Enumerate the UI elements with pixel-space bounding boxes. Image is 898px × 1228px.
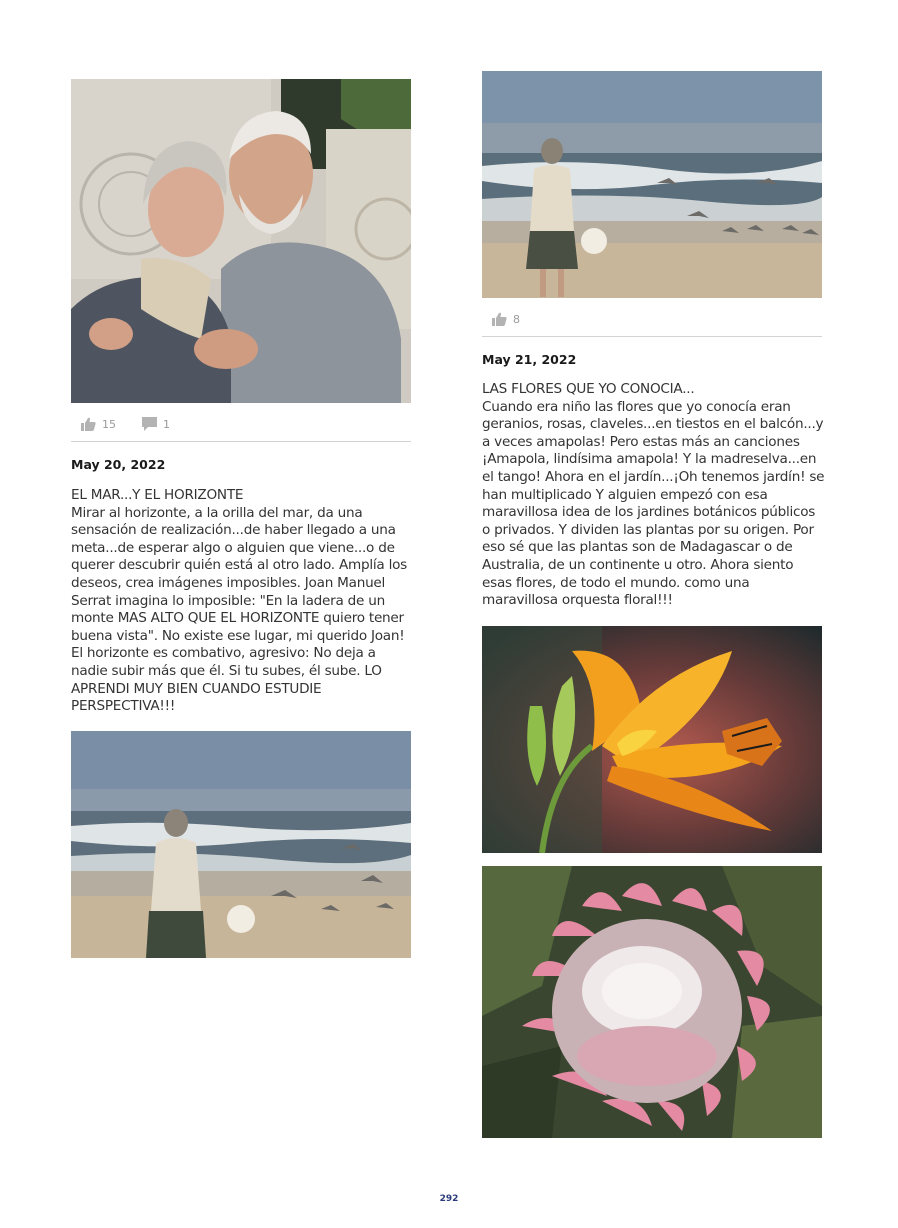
left-divider bbox=[71, 441, 411, 442]
page-number: 292 bbox=[439, 1194, 459, 1204]
thumbs-up-icon[interactable] bbox=[81, 417, 96, 431]
right-post-title: LAS FLORES QUE YO CONOCIA... bbox=[482, 381, 695, 397]
left-post-reactions bbox=[81, 417, 170, 431]
right-post-text bbox=[482, 381, 827, 610]
beach-photo-right bbox=[482, 71, 822, 298]
right-post-reactions bbox=[492, 312, 520, 326]
lily-butterfly-photo bbox=[482, 626, 822, 853]
left-post-body: Mirar al horizonte, a la orilla del mar, da una sensación de realización...de haber llegado a una meta...de esperar algo o alguien que viene...o de querer descubrir quién está al otro lado. Amplía los deseos, crea imágenes imposibles. Joan Manuel Serrat imagina lo imposible: "En la ladera de un monte MAS ALTO QUE EL HORIZONTE quiero tener buena vista". No existe ese lugar, mi querido Joan! El horizonte es combativo, agresivo: No deja a nadie subir más que él. Si tu subes, él sube. LO APRENDI MUY BIEN CUANDO ESTUDIE PERSPECTIVA!!! bbox=[71, 504, 407, 715]
comment-bubble-icon[interactable] bbox=[142, 417, 157, 431]
right-post-date: May 21, 2022 bbox=[482, 352, 577, 367]
thumbs-up-icon[interactable] bbox=[492, 312, 507, 326]
left-post-title: EL MAR...Y EL HORIZONTE bbox=[71, 487, 244, 503]
like-count: 15 bbox=[102, 417, 116, 431]
protea-photo bbox=[482, 866, 822, 1138]
left-post-date: May 20, 2022 bbox=[71, 457, 166, 472]
right-divider bbox=[482, 336, 822, 337]
couple-photo bbox=[71, 79, 411, 403]
right-post-body: Cuando era niño las flores que yo conocía eran geranios, rosas, claveles...en tiestos en el balcón...y a veces amapolas! Pero estas más an canciones ¡Amapola, lindísima amapola! Y la madreselva...en el tango! Ahora en el jardín...¡Oh tenemos jardín! se han multiplicado Y alguien empezó con esa maravillosa idea de los jardines botánicos públicos o privados. Y dividen las plantas por su origen. Por eso sé que las plantas son de Madagascar o de Australia, de un continente u otro. Ahora siento esas flores, de todo el mundo. como una maravillosa orquesta floral!!! bbox=[482, 398, 825, 609]
beach-photo-left bbox=[71, 731, 411, 958]
comment-count: 1 bbox=[163, 417, 170, 431]
like-count: 8 bbox=[513, 312, 520, 326]
left-post-text bbox=[71, 487, 416, 716]
